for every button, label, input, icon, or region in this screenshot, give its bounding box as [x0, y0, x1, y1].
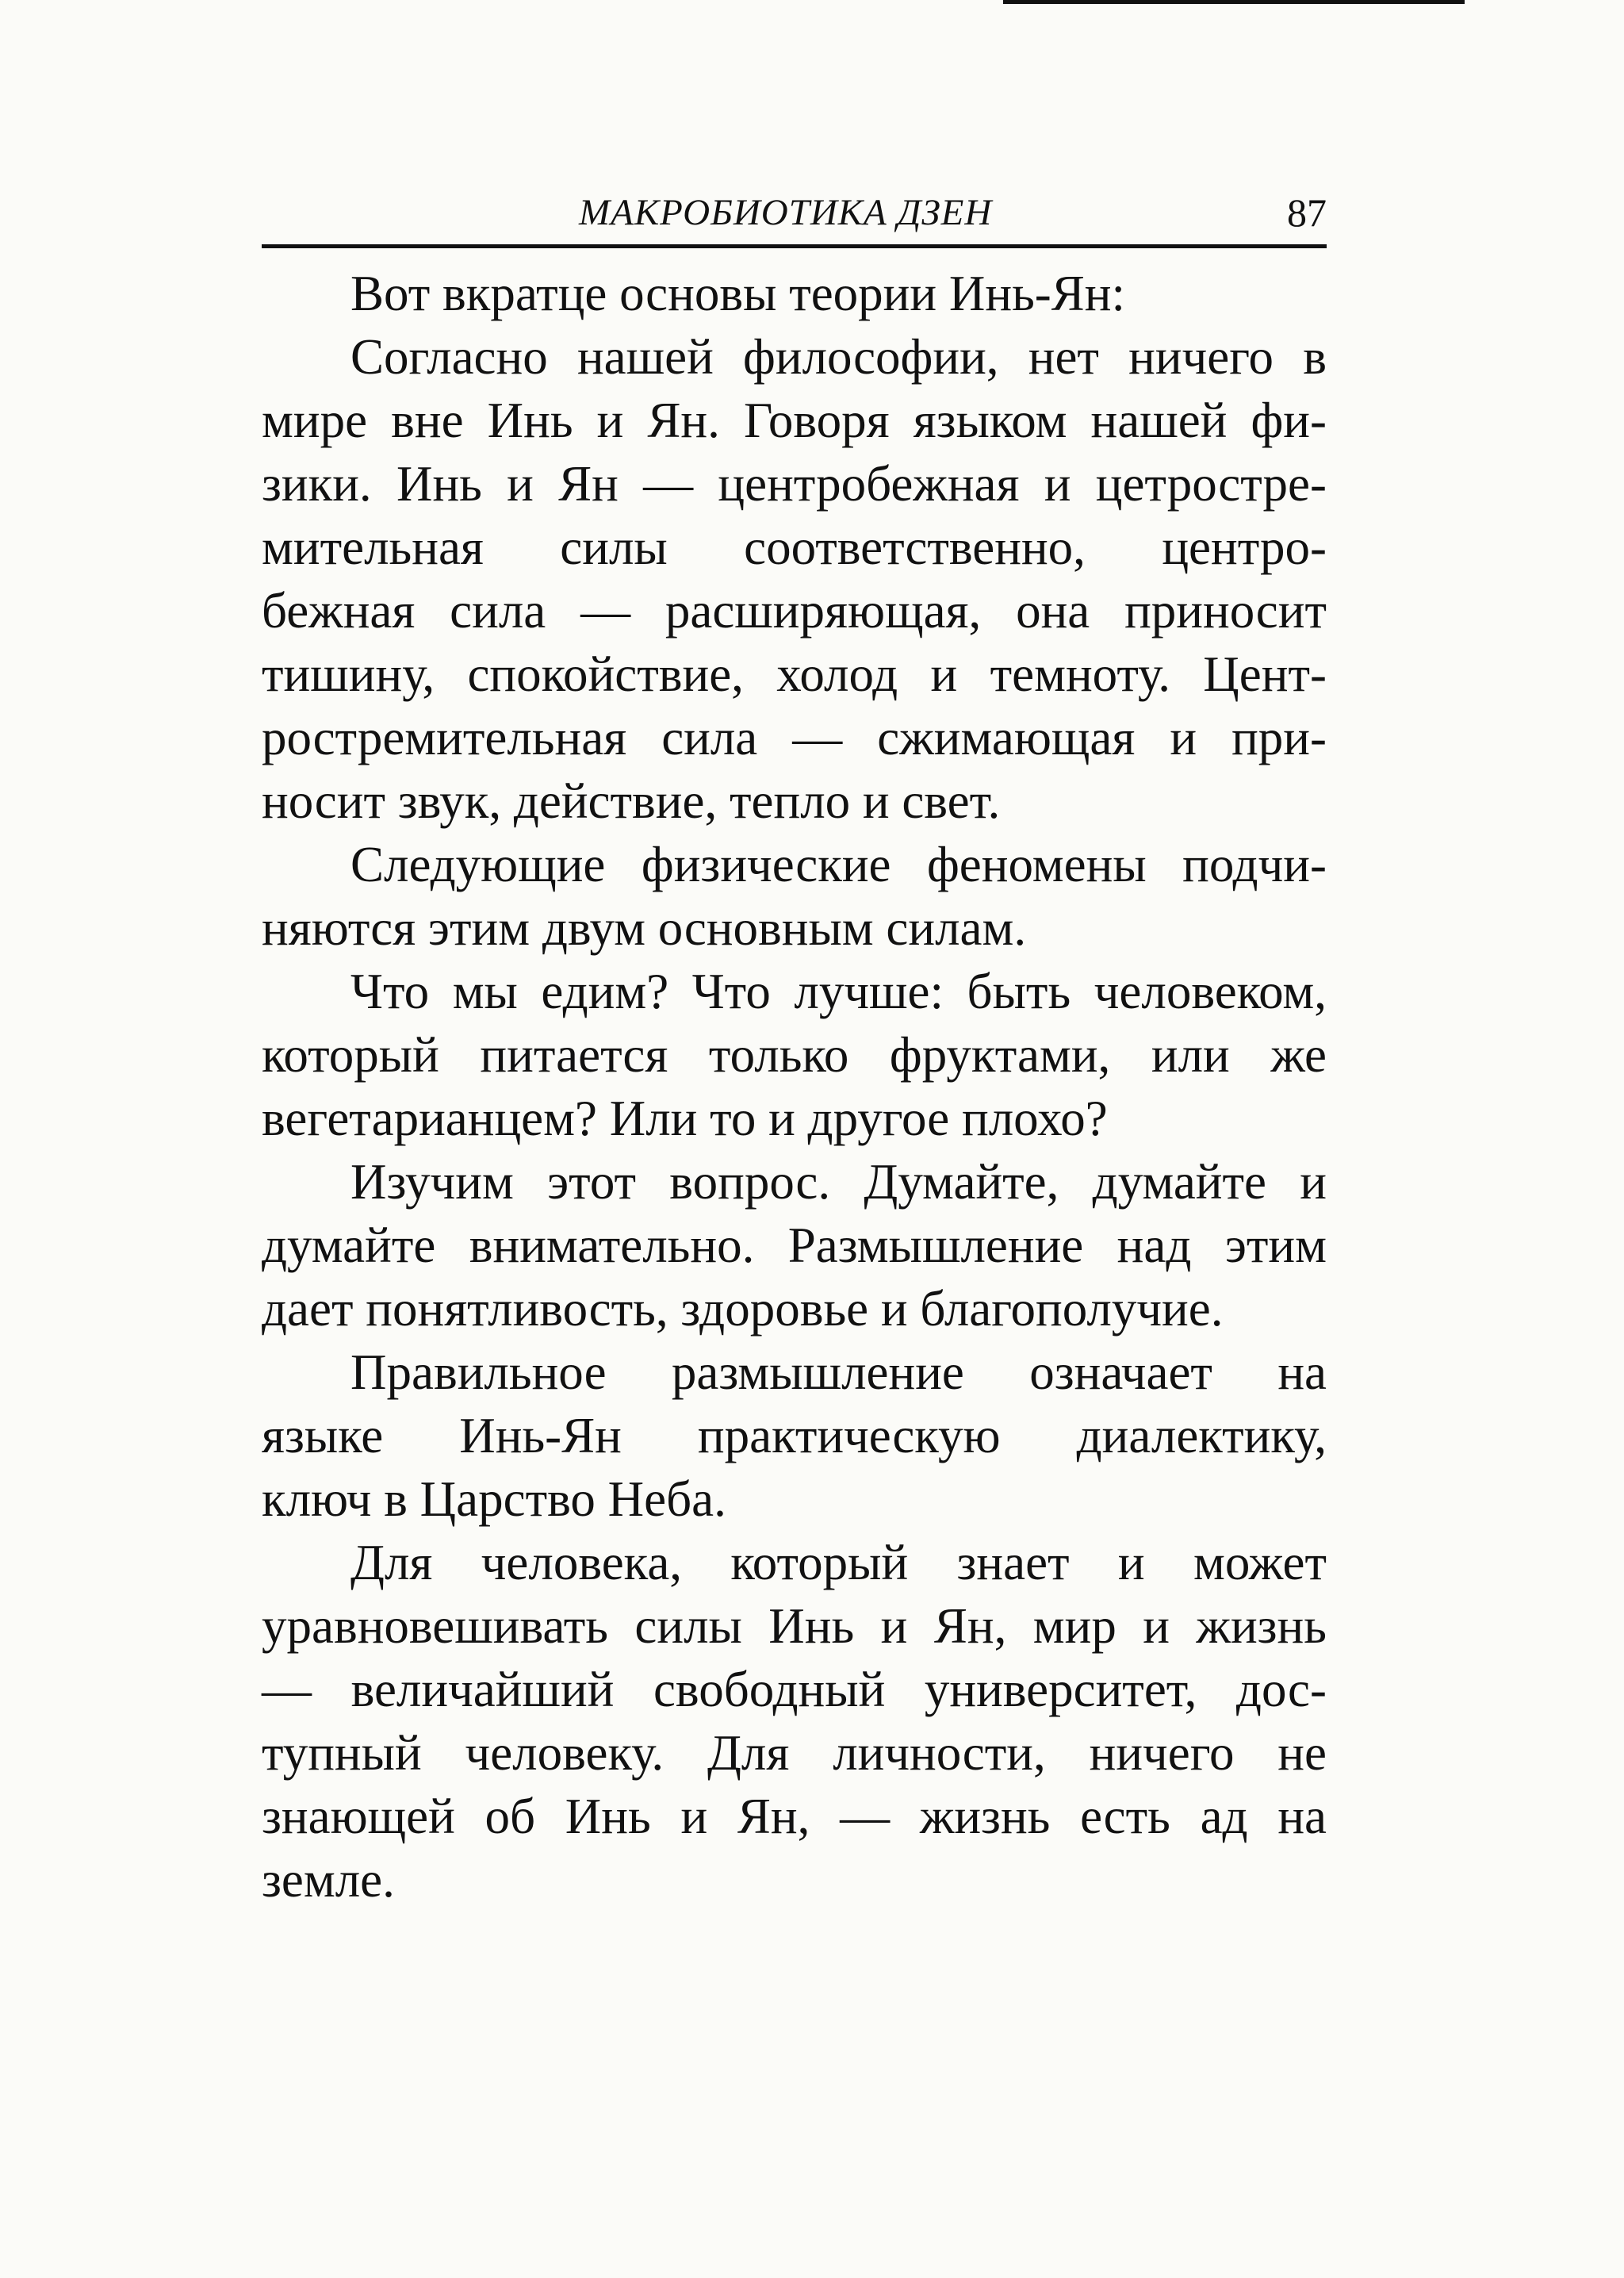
text-line: бежная сила — расширяющая, она приносит [262, 583, 1327, 639]
main-text [262, 262, 1327, 1912]
text-line: уравновешивать силы Инь и Ян, мир и жизнь [262, 1598, 1327, 1654]
text-line: языке Инь-Ян практическую диалектику, [262, 1408, 1327, 1463]
text-line: Вот вкратце основы теории Инь-Ян: [350, 266, 1126, 321]
running-title: МАКРОБИОТИКА ДЗЕН [579, 192, 993, 233]
text-line: ростремительная сила — сжимающая и при- [262, 710, 1327, 765]
text-line: Следующие физические феномены подчи- [350, 837, 1327, 892]
paragraph [262, 1150, 1327, 1340]
text-line: Для человека, который знает и может [350, 1535, 1327, 1590]
paragraph [262, 1531, 1327, 1912]
text-line: Правильное размышление означает на [350, 1344, 1327, 1400]
paragraph [262, 262, 1327, 325]
text-line: Изучим этот вопрос. Думайте, думайте и [350, 1154, 1327, 1210]
text-line: ключ в Царство Неба. [262, 1471, 726, 1527]
text-line: носит звук, действие, тепло и свет. [262, 773, 1001, 829]
text-line: дает понятливость, здоровье и благополучие. [262, 1281, 1224, 1337]
text-line: Согласно нашей философии, нет ничего в [350, 329, 1327, 385]
text-line: тупный человеку. Для личности, ничего не [262, 1725, 1327, 1781]
text-line: Что мы едим? Что лучше: быть человеком, [350, 964, 1327, 1019]
text-line: тишину, спокойствие, холод и темноту. Цент- [262, 646, 1327, 702]
running-header [262, 181, 1327, 248]
page-number: 87 [1287, 190, 1327, 235]
text-line: мительная силы соответственно, центро- [262, 520, 1327, 575]
text-line: который питается только фруктами, или же [262, 1027, 1327, 1083]
text-line: земле. [262, 1852, 395, 1908]
paragraph [262, 1340, 1327, 1531]
text-line: няются этим двум основным силам. [262, 900, 1027, 956]
text-line: мире вне Инь и Ян. Говоря языком нашей фи- [262, 393, 1327, 448]
text-line: думайте внимательно. Размышление над этим [262, 1218, 1327, 1273]
paragraph [262, 325, 1327, 833]
text-line: — величайший свободный университет, дос- [262, 1662, 1327, 1717]
text-line: вегетарианцем? Или то и другое плохо? [262, 1091, 1108, 1146]
text-line: знающей об Инь и Ян, — жизнь есть ад на [262, 1789, 1327, 1844]
paragraph [262, 960, 1327, 1150]
paragraph [262, 833, 1327, 960]
text-line: зики. Инь и Ян — центробежная и цетростре- [262, 456, 1327, 512]
